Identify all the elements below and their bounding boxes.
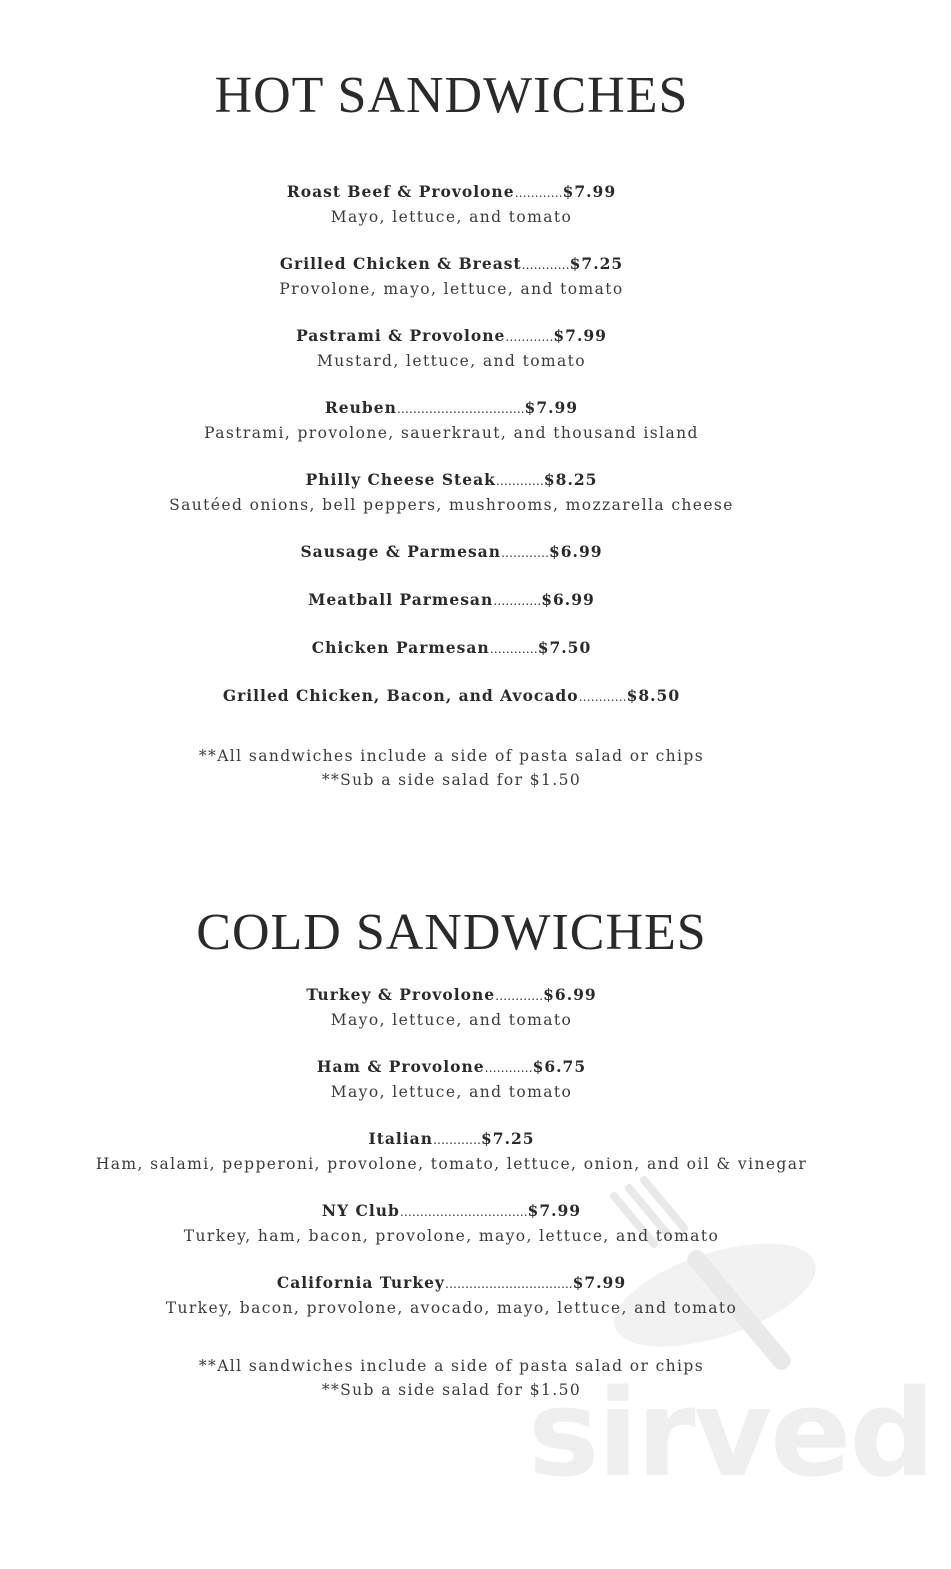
hot-sub-note: **Sub a side salad for $1.50 <box>321 771 582 789</box>
item-dots: ………… <box>484 1061 533 1075</box>
item-name-line <box>0 1055 903 1080</box>
menu-item-meatball-parmesan <box>0 588 903 613</box>
item-price: $7.25 <box>481 1129 535 1148</box>
item-dots: ………… <box>489 642 538 656</box>
item-description: Ham, salami, pepperoni, provolone, tomato, lettuce, onion, and oil & vinegar <box>95 1155 808 1173</box>
item-description: Turkey, bacon, provolone, avocado, mayo, lettuce, and tomato <box>165 1299 738 1317</box>
item-name-line <box>0 1127 903 1152</box>
item-name: Reuben <box>324 398 397 417</box>
watermark-text: sirved <box>528 1365 934 1504</box>
menu-item-sausage-parmesan <box>0 540 903 565</box>
item-description: Mayo, lettuce, and tomato <box>330 1083 573 1101</box>
item-name: NY Club <box>321 1201 400 1220</box>
menu-item-philly-cheese-steak <box>0 468 903 517</box>
item-name: Ham & Provolone <box>316 1057 485 1076</box>
menu-item-chicken-parmesan <box>0 636 903 661</box>
item-price: $7.25 <box>569 254 624 273</box>
menu-item-grilled-chicken-breast <box>0 252 903 301</box>
item-name-line <box>0 324 903 349</box>
item-price: $8.50 <box>626 686 681 705</box>
item-name-line <box>0 684 903 709</box>
menu-item-ham-provolone <box>0 1055 903 1104</box>
item-price: $7.99 <box>527 1201 582 1220</box>
menu-item-reuben <box>0 396 903 445</box>
item-name: Pastrami & Provolone <box>296 326 506 345</box>
item-price: $7.99 <box>562 182 617 201</box>
item-name: Philly Cheese Steak <box>305 470 496 489</box>
item-name: Italian <box>368 1129 433 1148</box>
item-name: Roast Beef & Provolone <box>286 182 515 201</box>
item-description: Turkey, ham, bacon, provolone, mayo, lettuce, and tomato <box>183 1227 720 1245</box>
menu-item-grilled-chicken-bacon-avocado <box>0 684 903 709</box>
cold-sub-note: **Sub a side salad for $1.50 <box>321 1381 582 1399</box>
item-price: $7.99 <box>553 326 607 345</box>
menu-item-california-turkey <box>0 1271 903 1320</box>
item-price: $6.99 <box>543 985 597 1004</box>
item-dots: ………… <box>578 690 627 704</box>
menu-item-roast-beef <box>0 180 903 229</box>
item-name-line <box>0 252 903 277</box>
item-name-line <box>0 540 903 565</box>
menu-item-pastrami <box>0 324 903 373</box>
item-dots: ………………………….. <box>396 402 525 416</box>
menu-item-italian <box>0 1127 903 1176</box>
item-dots: ………… <box>514 186 563 200</box>
item-dots: ………………………….. <box>399 1205 528 1219</box>
item-dots: ………… <box>495 989 544 1003</box>
item-dots: ………………………….. <box>444 1277 573 1291</box>
item-dots: ………… <box>505 330 554 344</box>
item-description: Mustard, lettuce, and tomato <box>316 352 587 370</box>
item-dots: ………… <box>521 258 570 272</box>
item-dots: ………… <box>495 474 544 488</box>
item-name: California Turkey <box>276 1273 445 1292</box>
hot-side-note: **All sandwiches include a side of pasta salad or chips <box>198 747 705 765</box>
item-name-line <box>0 1271 903 1296</box>
item-name-line <box>0 1199 903 1224</box>
item-dots: ………… <box>493 594 542 608</box>
item-name-line <box>0 983 903 1008</box>
item-description: Mayo, lettuce, and tomato <box>330 1011 573 1029</box>
item-dots: ………… <box>500 546 549 560</box>
item-price: $6.99 <box>541 590 595 609</box>
hot-sandwiches-title: HOT SANDWICHES <box>214 67 689 124</box>
item-dots: ………… <box>433 1133 481 1147</box>
item-description: Provolone, mayo, lettuce, and tomato <box>279 280 624 298</box>
item-price: $7.99 <box>572 1273 627 1292</box>
item-name: Grilled Chicken, Bacon, and Avocado <box>222 686 579 705</box>
item-name-line <box>0 396 903 421</box>
item-name: Chicken Parmesan <box>311 638 490 657</box>
item-name: Grilled Chicken & Breast <box>279 254 522 273</box>
item-name-line <box>0 636 903 661</box>
item-name-line <box>0 468 903 493</box>
menu-item-turkey-provolone <box>0 983 903 1032</box>
cold-sandwiches-title: COLD SANDWICHES <box>196 904 707 961</box>
cold-side-note: **All sandwiches include a side of pasta salad or chips <box>198 1357 705 1375</box>
item-name: Turkey & Provolone <box>306 985 496 1004</box>
item-price: $7.99 <box>524 398 579 417</box>
item-price: $6.75 <box>532 1057 587 1076</box>
menu-item-ny-club <box>0 1199 903 1248</box>
item-name-line <box>0 588 903 613</box>
item-description: Pastrami, provolone, sauerkraut, and thousand island <box>204 424 699 442</box>
item-name: Meatball Parmesan <box>308 590 494 609</box>
item-description: Sautéed onions, bell peppers, mushrooms, mozzarella cheese <box>169 496 734 514</box>
item-price: $8.25 <box>543 470 598 489</box>
item-price: $6.99 <box>548 542 603 561</box>
item-description: Mayo, lettuce, and tomato <box>330 208 573 226</box>
item-price: $7.50 <box>537 638 592 657</box>
item-name: Sausage & Parmesan <box>300 542 501 561</box>
item-name-line <box>0 180 903 205</box>
